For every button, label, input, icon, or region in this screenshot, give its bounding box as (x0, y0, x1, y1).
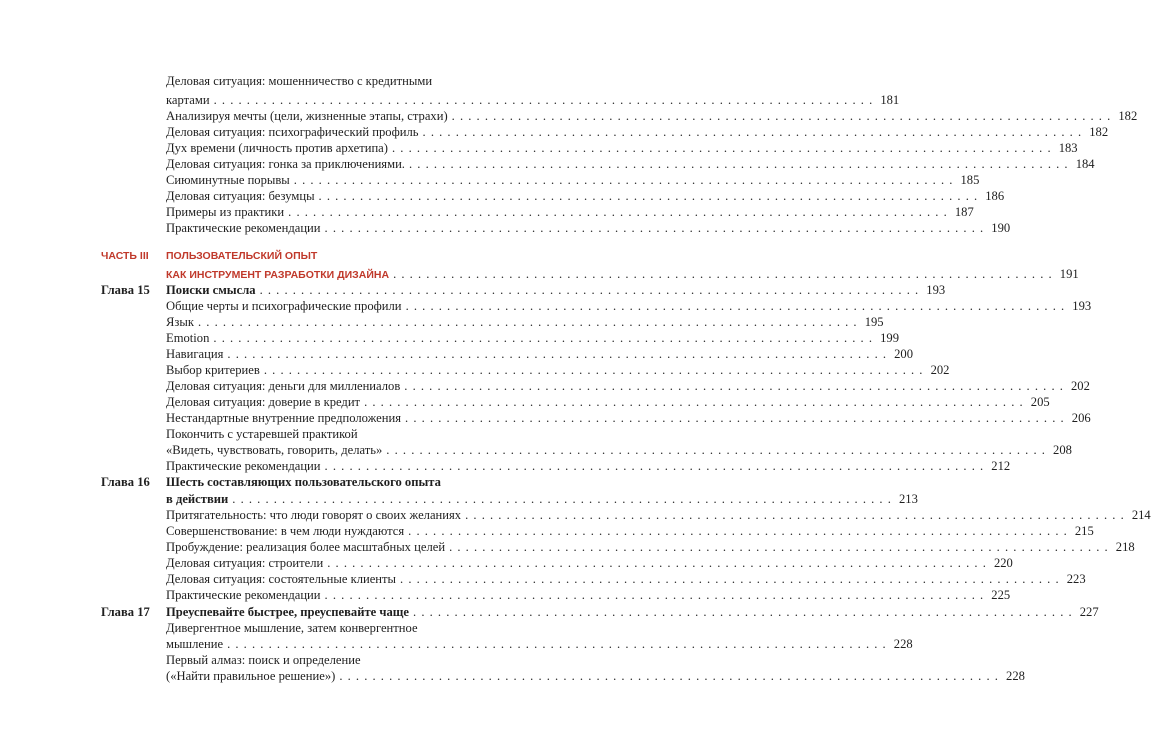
entry-title: Выбор критериев (166, 363, 260, 377)
page-number: 184 (1075, 157, 1095, 171)
toc-line (166, 668, 1025, 684)
toc-line (166, 73, 470, 89)
toc-line (166, 491, 918, 507)
toc-line (166, 604, 1099, 620)
toc-line (166, 426, 470, 442)
entry-title: Деловая ситуация: мошенничество с кредитными (166, 74, 433, 88)
toc-line (166, 410, 1091, 426)
toc-line (166, 282, 946, 298)
dot-leader: . . . . . . . . . . . . . . . . . . . . . . . . . . . . . . . . . . . . . . . . . . . . . . . . . . . . . . . . . . . . . . . . . . . . . . . . . . . . . . . . (408, 157, 1069, 171)
page-number: 186 (985, 189, 1005, 203)
entry-title: Практические рекомендации (166, 221, 321, 235)
entry-title: Дух времени (личность против архетипа) (166, 141, 388, 155)
entry-title: в действии (166, 492, 229, 506)
entry-title: Язык (166, 315, 194, 329)
dot-leader: . . . . . . . . . . . . . . . . . . . . . . . . . . . . . . . . . . . . . . . . . . . . . . . . . . . . . . . . . . . . . . . . . . . . . . . . . . . . . . . . (405, 411, 1065, 425)
page-number: 183 (1058, 141, 1078, 155)
dot-leader: . . . . . . . . . . . . . . . . . . . . . . . . . . . . . . . . . . . . . . . . . . . . . . . . . . . . . . . . . . . . . . . . . . . . . . . . . . . . . . . . (324, 459, 985, 473)
toc-entry (0, 298, 1092, 314)
toc-entry (0, 220, 1011, 236)
dot-leader: . . . . . . . . . . . . . . . . . . . . . . . . . . . . . . . . . . . . . . . . . . . . . . . . . . . . . . . . . . . . . . . . . . . . . . . . . . . . . . . . (288, 205, 948, 219)
page-number: 215 (1074, 524, 1094, 538)
dot-leader: . . . . . . . . . . . . . . . . . . . . . . . . . . . . . . . . . . . . . . . . . . . . . . . . . . . . . . . . . . . . . . . . . . . . . . . . . . . . . . . . (405, 299, 1066, 313)
entry-title: Примеры из практики (166, 205, 285, 219)
entry-title: Притягательность: что люди говорят о своих желаниях (166, 508, 462, 522)
toc-line (166, 362, 950, 378)
toc-entry (0, 523, 1094, 539)
entry-title: Пробуждение: реализация более масштабных целей (166, 540, 446, 554)
entry-title: мышление (166, 637, 224, 651)
page-number: 181 (880, 93, 900, 107)
page-number: 185 (960, 173, 980, 187)
page-number: 191 (1059, 267, 1079, 281)
toc-entry (0, 314, 884, 330)
toc-entry (0, 442, 1072, 458)
toc-line (166, 124, 1109, 140)
entry-title: КАК ИНСТРУМЕНТ РАЗРАБОТКИ ДИЗАЙНА (166, 269, 390, 281)
entry-title: Сиюминутные порывы (166, 173, 290, 187)
toc-line (166, 330, 899, 346)
dot-leader: . . . . . . . . . . . . . . . . . . . . . . . . . . . . . . . . . . . . . . . . . . . . . . . . . . . . . . . . . . . . . . . . . . . . . . . . . . . . . . . . (422, 125, 1083, 139)
chapter-label: Глава 15 (101, 283, 150, 297)
dot-leader: . . . . . . . . . . . . . . . . . . . . . . . . . . . . . . . . . . . . . . . . . . . . . . . . . . . . . . . . . . . . . . . . . . . . . . . . . . . . . . . . (213, 93, 874, 107)
entry-title: Деловая ситуация: безумцы (166, 189, 315, 203)
page-number: 199 (880, 331, 899, 345)
entry-title: Совершенствование: в чем люди нуждаются (166, 524, 405, 538)
toc-line (166, 188, 1005, 204)
entry-title: Анализируя мечты (цели, жизненные этапы, страхи) (166, 109, 448, 123)
page-number: 227 (1079, 605, 1099, 619)
toc-line (166, 394, 1050, 410)
toc-entry (0, 124, 1109, 140)
entry-title: Деловая ситуация: доверие в кредит (166, 395, 361, 409)
page-number: 193 (926, 283, 946, 297)
chapter-label: Глава 17 (101, 605, 150, 619)
dot-leader: . . . . . . . . . . . . . . . . . . . . . . . . . . . . . . . . . . . . . . . . . . . . . . . . . . . . . . . . . . . . . . . . . . . . . . . . . . . . . . . . (413, 605, 1073, 619)
entry-title: Деловая ситуация: строители (166, 556, 324, 570)
page-number: 205 (1030, 395, 1050, 409)
toc-line (166, 442, 1072, 458)
entry-title: Дивергентное мышление, затем конвергентное (166, 621, 418, 635)
page-number: 193 (1072, 299, 1092, 313)
toc-entry (0, 330, 899, 346)
toc-entry (0, 604, 1099, 620)
page-number: 218 (1115, 540, 1135, 554)
toc-entry (0, 507, 1151, 523)
toc-line (166, 620, 470, 636)
page-number: 187 (954, 205, 974, 219)
entry-title: Общие черты и психографические профили (166, 299, 402, 313)
entry-title: Деловая ситуация: состоятельные клиенты (166, 572, 397, 586)
entry-title: Практические рекомендации (166, 459, 321, 473)
toc-line (166, 248, 470, 264)
toc-entry (0, 636, 913, 652)
toc-entry (0, 620, 600, 636)
toc-line (166, 346, 914, 362)
entry-title: Практические рекомендации (166, 588, 321, 602)
toc-line (166, 523, 1094, 539)
toc-entry (0, 410, 1091, 426)
page-number: 202 (1071, 379, 1090, 393)
toc-entry (0, 92, 900, 108)
dot-leader: . . . . . . . . . . . . . . . . . . . . . . . . . . . . . . . . . . . . . . . . . . . . . . . . . . . . . . . . . . . . . . . . . . . . . . . . . . . . . . . . (324, 221, 985, 235)
toc-entry (0, 282, 946, 298)
dot-leader: . . . . . . . . . . . . . . . . . . . . . . . . . . . . . . . . . . . . . . . . . . . . . . . . . . . . . . . . . . . . . . . . . . . . . . . . . . . . . . . . (449, 540, 1109, 554)
dot-leader: . . . . . . . . . . . . . . . . . . . . . . . . . . . . . . . . . . . . . . . . . . . . . . . . . . . . . . . . . . . . . . . . . . . . . . . . . . . . . . . . (386, 443, 1046, 457)
toc-line (166, 378, 1090, 394)
toc-entry (0, 458, 1011, 474)
toc-entry (0, 555, 1013, 571)
page-number: 182 (1118, 109, 1138, 123)
dot-leader: . . . . . . . . . . . . . . . . . . . . . . . . . . . . . . . . . . . . . . . . . . . . . . . . . . . . . . . . . . . . . . . . . . . . . . . . . . . . . . . . (408, 524, 1068, 538)
entry-title: картами (166, 93, 210, 107)
toc-line (166, 507, 1151, 523)
toc-line (166, 539, 1135, 555)
toc-entry (0, 652, 600, 668)
toc-entry (0, 108, 1138, 124)
page-number: 228 (1006, 669, 1025, 683)
page-number: 225 (991, 588, 1011, 602)
toc-entry (0, 156, 1095, 172)
dot-leader: . . . . . . . . . . . . . . . . . . . . . . . . . . . . . . . . . . . . . . . . . . . . . . . . . . . . . . . . . . . . . . . . . . . . . . . . . . . . . . . . (318, 189, 979, 203)
dot-leader: . . . . . . . . . . . . . . . . . . . . . . . . . . . . . . . . . . . . . . . . . . . . . . . . . . . . . . . . . . . . . . . . . . . . . . . . . . . . . . . . (232, 492, 892, 506)
toc-entry (0, 668, 1025, 684)
dot-leader: . . . . . . . . . . . . . . . . . . . . . . . . . . . . . . . . . . . . . . . . . . . . . . . . . . . . . . . . . . . . . . . . . . . . . . . . . . . . . . . . (259, 283, 920, 297)
toc-line (166, 266, 1079, 282)
dot-leader: . . . . . . . . . . . . . . . . . . . . . . . . . . . . . . . . . . . . . . . . . . . . . . . . . . . . . . . . . . . . . . . . . . . . . . . . . . . . . . . . (263, 363, 924, 377)
dot-leader: . . . . . . . . . . . . . . . . . . . . . . . . . . . . . . . . . . . . . . . . . . . . . . . . . . . . . . . . . . . . . . . . . . . . . . . . . . . . . . . . (324, 588, 985, 602)
toc-entry (0, 426, 600, 442)
toc-entry (0, 140, 1078, 156)
dot-leader: . . . . . . . . . . . . . . . . . . . . . . . . . . . . . . . . . . . . . . . . . . . . . . . . . . . . . . . . . . . . . . . . . . . . . . . . . . . . . . . . (293, 173, 954, 187)
dot-leader: . . . . . . . . . . . . . . . . . . . . . . . . . . . . . . . . . . . . . . . . . . . . . . . . . . . . . . . . . . . . . . . . . . . . . . . . . . . . . . . . (327, 556, 987, 570)
dot-leader: . . . . . . . . . . . . . . . . . . . . . . . . . . . . . . . . . . . . . . . . . . . . . . . . . . . . . . . . . . . . . . . . . . . . . . . . . . . . . . . . (339, 669, 999, 683)
toc-entry (0, 266, 1079, 282)
entry-title: Emotion (166, 331, 210, 345)
toc-line (166, 140, 1078, 156)
page-number: 220 (993, 556, 1013, 570)
page-number: 182 (1089, 125, 1109, 139)
toc-line (166, 156, 1095, 172)
toc-line (166, 314, 884, 330)
toc-entry (0, 587, 1011, 603)
page-number: 200 (894, 347, 914, 361)
dot-leader: . . . . . . . . . . . . . . . . . . . . . . . . . . . . . . . . . . . . . . . . . . . . . . . . . . . . . . . . . . . . . . . . . . . . . . . . . . . . . . . . (393, 267, 1053, 281)
page-number: 206 (1071, 411, 1091, 425)
toc-entry (0, 571, 1086, 587)
toc-line (166, 220, 1011, 236)
toc-entry (0, 394, 1050, 410)
entry-title: Деловая ситуация: деньги для миллениалов (166, 379, 401, 393)
dot-leader: . . . . . . . . . . . . . . . . . . . . . . . . . . . . . . . . . . . . . . . . . . . . . . . . . . . . . . . . . . . . . . . . . . . . . . . . . . . . . . . . (197, 315, 858, 329)
dot-leader: . . . . . . . . . . . . . . . . . . . . . . . . . . . . . . . . . . . . . . . . . . . . . . . . . . . . . . . . . . . . . . . . . . . . . . . . . . . . . . . . (364, 395, 1024, 409)
toc-line (166, 92, 900, 108)
entry-title: Первый алмаз: поиск и определение (166, 653, 361, 667)
toc-entry (0, 474, 600, 490)
toc-line (166, 636, 913, 652)
entry-title: Преуспевайте быстрее, преуспевайте чаще (166, 605, 410, 619)
toc-entry (0, 539, 1135, 555)
toc-line (166, 458, 1011, 474)
toc-entry (0, 172, 980, 188)
entry-title: «Видеть, чувствовать, говорить, делать» (166, 443, 383, 457)
entry-title: Шесть составляющих пользовательского опыта (166, 475, 441, 489)
entry-title: Навигация (166, 347, 224, 361)
part-label: ЧАСТЬ III (101, 250, 149, 262)
chapter-label: Глава 16 (101, 475, 150, 489)
entry-title: ПОЛЬЗОВАТЕЛЬСКИЙ ОПЫТ (166, 250, 318, 262)
toc-entry (0, 491, 918, 507)
toc-line (166, 172, 980, 188)
page-number: 212 (991, 459, 1011, 473)
toc-entry (0, 73, 600, 89)
entry-title: Деловая ситуация: психографический профиль (166, 125, 419, 139)
toc-line (166, 587, 1011, 603)
entry-title: Нестандартные внутренние предположения (166, 411, 402, 425)
toc-line (166, 298, 1092, 314)
toc-entry (0, 378, 1090, 394)
page-number: 228 (893, 637, 913, 651)
entry-title: Деловая ситуация: гонка за приключениями. (166, 157, 405, 171)
toc-line (166, 474, 470, 490)
page-number: 223 (1066, 572, 1086, 586)
dot-leader: . . . . . . . . . . . . . . . . . . . . . . . . . . . . . . . . . . . . . . . . . . . . . . . . . . . . . . . . . . . . . . . . . . . . . . . . . . . . . . . . (465, 508, 1125, 522)
dot-leader: . . . . . . . . . . . . . . . . . . . . . . . . . . . . . . . . . . . . . . . . . . . . . . . . . . . . . . . . . . . . . . . . . . . . . . . . . . . . . . . . (227, 637, 887, 651)
dot-leader: . . . . . . . . . . . . . . . . . . . . . . . . . . . . . . . . . . . . . . . . . . . . . . . . . . . . . . . . . . . . . . . . . . . . . . . . . . . . . . . . (213, 331, 873, 345)
page-number: 195 (864, 315, 884, 329)
entry-title: Поиски смысла (166, 283, 256, 297)
toc-line (166, 108, 1138, 124)
page-number: 208 (1053, 443, 1072, 457)
toc-line (166, 571, 1086, 587)
toc-entry (0, 362, 950, 378)
dot-leader: . . . . . . . . . . . . . . . . . . . . . . . . . . . . . . . . . . . . . . . . . . . . . . . . . . . . . . . . . . . . . . . . . . . . . . . . . . . . . . . . (227, 347, 888, 361)
page-number: 202 (930, 363, 950, 377)
dot-leader: . . . . . . . . . . . . . . . . . . . . . . . . . . . . . . . . . . . . . . . . . . . . . . . . . . . . . . . . . . . . . . . . . . . . . . . . . . . . . . . . (400, 572, 1060, 586)
page-number: 190 (991, 221, 1011, 235)
page-number: 213 (898, 492, 918, 506)
toc-entry (0, 188, 1005, 204)
toc-line (166, 555, 1013, 571)
dot-leader: . . . . . . . . . . . . . . . . . . . . . . . . . . . . . . . . . . . . . . . . . . . . . . . . . . . . . . . . . . . . . . . . . . . . . . . . . . . . . . . . (391, 141, 1052, 155)
entry-title: («Найти правильное решение») (166, 669, 336, 683)
toc-line (166, 204, 974, 220)
toc-entry (0, 346, 914, 362)
dot-leader: . . . . . . . . . . . . . . . . . . . . . . . . . . . . . . . . . . . . . . . . . . . . . . . . . . . . . . . . . . . . . . . . . . . . . . . . . . . . . . . . (451, 109, 1112, 123)
toc-line (166, 652, 470, 668)
toc-entry (0, 248, 600, 264)
page-number: 214 (1131, 508, 1151, 522)
entry-title: Покончить с устаревшей практикой (166, 427, 358, 441)
toc-entry (0, 204, 974, 220)
dot-leader: . . . . . . . . . . . . . . . . . . . . . . . . . . . . . . . . . . . . . . . . . . . . . . . . . . . . . . . . . . . . . . . . . . . . . . . . . . . . . . . . (404, 379, 1064, 393)
